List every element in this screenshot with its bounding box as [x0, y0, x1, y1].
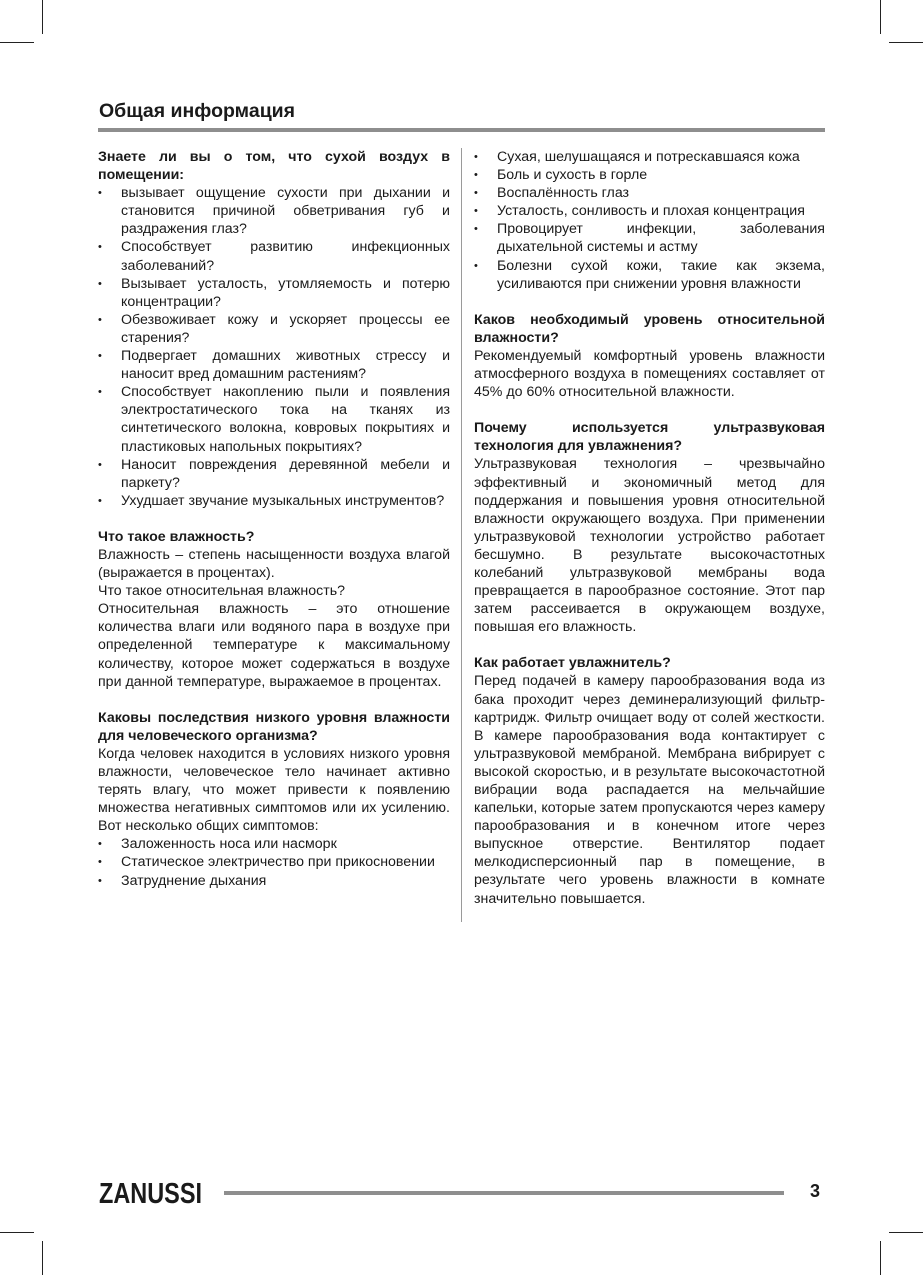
crop-mark	[889, 42, 923, 43]
crop-mark	[880, 1241, 881, 1275]
crop-mark	[880, 0, 881, 34]
list-item: • вызывает ощущение сухости при дыхании и становится причиной обветривания губ и раздражения глаз?	[98, 184, 450, 238]
symptom-list	[98, 835, 450, 889]
low-humidity-text: Когда человек находится в условиях низкого уровня влажности, человеческое тело начинает активно терять влагу, что может привести к появлению множества негативных симптомов или их усилению. Вот несколько общих симптомов:	[98, 745, 450, 835]
symptom-list-continued	[474, 148, 825, 293]
crop-mark	[0, 42, 34, 43]
list-item: • Способствует развитию инфекционных заболеваний?	[98, 238, 450, 274]
list-item: • Затруднение дыхания	[98, 872, 450, 890]
list-item: • Статическое электричество при прикосновении	[98, 853, 450, 871]
ultrasonic-heading: Почему используется ультразвуковая технология для увлажнения?	[474, 420, 825, 455]
low-humidity-heading: Каковы последствия низкого уровня влажности для человеческого организма?	[98, 709, 450, 744]
list-item: • Воспалённость глаз	[474, 184, 825, 202]
relative-humidity-question: Что такое относительная влажность?	[98, 583, 346, 600]
title-rule	[98, 128, 825, 132]
relative-humidity-definition: Относительная влажность – это отношение количества влаги или водяного пара в воздухе при определенной температуре к максимальному количеству, которое может содержаться в воздухе при данной температуре, выражаемое в процентах.	[98, 601, 450, 690]
humidity-heading: Что такое влажность?	[98, 528, 255, 545]
zanussi-logo	[99, 1176, 203, 1208]
required-level-heading: Каков необходимый уровень относительной влажности?	[474, 311, 825, 346]
list-item: • Вызывает усталость, утомляемость и потерю концентрации?	[98, 275, 450, 311]
humidity-definition: Влажность – степень насыщенности воздуха влагой (выражается в процентах).	[98, 546, 450, 582]
dry-air-heading: Знаете ли вы о том, что сухой воздух в помещении:	[98, 149, 450, 184]
left-column	[98, 148, 450, 890]
ultrasonic-text: Ультразвуковая технология – чрезвычайно эффективный и экономичный метод для поддержания и повышения уровня относительной влажности окружающего воздуха. При применении ультразвуковой технологии устройство работает бесшумно. В результате высокочастотных колебаний ультразвуковой мембраны вода превращается в парообразное состояние. Этот пар затем рассеивается в окружающем воздухе, повышая его влажность.	[474, 456, 825, 636]
list-item: • Заложенность носа или насморк	[98, 835, 450, 853]
list-item: • Провоцирует инфекции, заболевания дыхательной системы и астму	[474, 220, 825, 256]
crop-mark	[0, 1232, 34, 1233]
how-it-works-heading: Как работает увлажнитель?	[474, 655, 671, 672]
list-item: • Болезни сухой кожи, такие как экзема, усиливаются при снижении уровня влажности	[474, 257, 825, 293]
list-item: • Ухудшает звучание музыкальных инструментов?	[98, 492, 450, 510]
list-item: • Усталость, сонливость и плохая концентрация	[474, 202, 825, 220]
list-item: • Сухая, шелушащаяся и потрескавшаяся кожа	[474, 148, 825, 166]
footer-rule	[224, 1191, 784, 1195]
required-level-text: Рекомендуемый комфортный уровень влажности атмосферного воздуха в помещениях составляет от 45% до 60% относительной влажности.	[474, 347, 825, 401]
list-item: • Способствует накоплению пыли и появления электростатического тока на тканях из синтетического волокна, ковровых покрытиях и пластиковых напольных покрытиях?	[98, 383, 450, 455]
column-divider	[461, 148, 462, 922]
dry-air-list	[98, 184, 450, 510]
page-title: Общая информация	[99, 100, 296, 122]
list-item: • Подвергает домашних животных стрессу и наносит вред домашним растениям?	[98, 347, 450, 383]
crop-mark	[42, 1241, 43, 1275]
how-it-works-text: Перед подачей в камеру парообразования вода из бака проходит через деминерализующий фильтр-картридж. Фильтр очищает воду от солей жесткости. В камере парообразования вода контактирует с ультразвуковой мембраной. Мембрана вибрирует с высокой скоростью, и в результате высокочастотной вибрации вода распадается на мельчайшие капельки, которые затем пропускаются через камеру парообразования и в конечном итоге через выпускное отверстие. Вентилятор подает мелкодисперсионный пар в помещение, в результате чего уровень влажности в комнате значительно повышается.	[474, 673, 825, 907]
crop-mark	[42, 0, 43, 34]
list-item: • Боль и сухость в горле	[474, 166, 825, 184]
crop-mark	[889, 1232, 923, 1233]
brand-text: ZANUSSI	[99, 1178, 202, 1210]
list-item: • Обезвоживает кожу и ускоряет процессы ее старения?	[98, 311, 450, 347]
page-number: 3	[810, 1181, 821, 1201]
right-column	[474, 148, 825, 908]
list-item: • Наносит повреждения деревянной мебели и паркету?	[98, 456, 450, 492]
